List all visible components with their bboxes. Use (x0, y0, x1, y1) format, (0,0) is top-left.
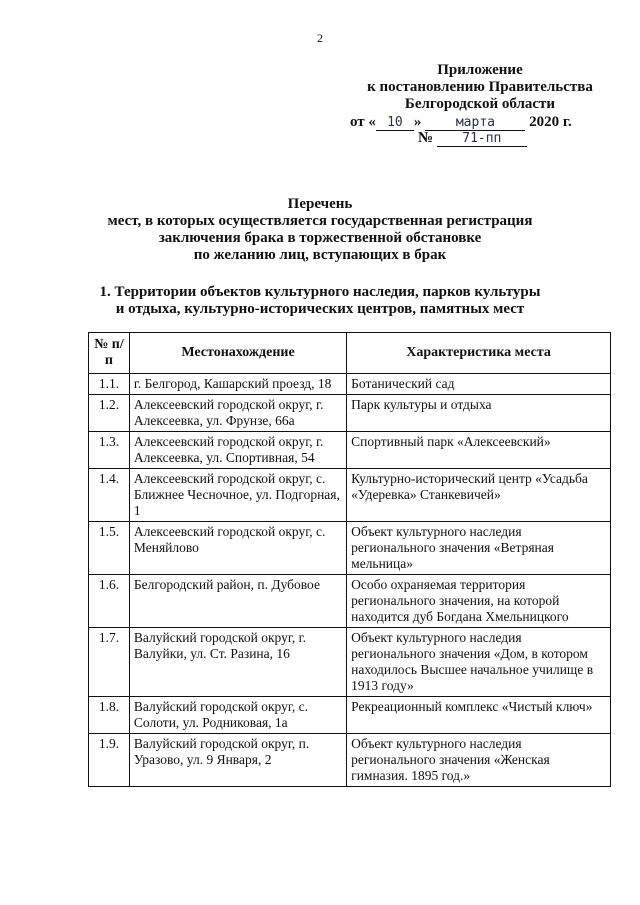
row-location: Алексеевский городской округ, г. Алексеевка, ул. Фрунзе, 66а (129, 395, 346, 432)
appendix-number (418, 130, 527, 147)
appendix-date (350, 114, 572, 131)
document-title (0, 196, 640, 264)
row-description: Ботанический сад (347, 374, 611, 395)
table-header-row (89, 333, 611, 374)
table-row (89, 374, 611, 395)
row-location: Валуйский городской округ, с. Солоти, ул. Родниковая, 1а (129, 697, 346, 734)
row-description: Объект культурного наследия регионального значения «Дом, в котором находилось Высшее начальное училище в 1913 году» (347, 628, 611, 697)
row-description: Культурно-исторический центр «Усадьба «Удеревка» Станкевичей» (347, 469, 611, 522)
row-number: 1.6. (89, 575, 130, 628)
table-row (89, 395, 611, 432)
title-line: Перечень (287, 196, 353, 212)
date-prefix: от « (350, 114, 376, 130)
header-description: Характеристика места (347, 333, 611, 374)
table-row (89, 522, 611, 575)
header-number: № п/п (89, 333, 130, 374)
row-location: Валуйский городской округ, п. Уразово, ул. 9 Января, 2 (129, 734, 346, 787)
row-description: Объект культурного наследия регионального значения «Женская гимназия. 1895 год.» (347, 734, 611, 787)
appendix-line: Приложение (437, 62, 523, 78)
row-number: 1.9. (89, 734, 130, 787)
row-location: Белгородский район, п. Дубовое (129, 575, 346, 628)
table-row (89, 628, 611, 697)
row-location: г. Белгород, Кашарский проезд, 18 (129, 374, 346, 395)
appendix-line: Белгородской области (404, 96, 556, 112)
row-number: 1.4. (89, 469, 130, 522)
row-location: Алексеевский городской округ, г. Алексеевка, ул. Спортивная, 54 (129, 432, 346, 469)
row-number: 1.8. (89, 697, 130, 734)
row-description: Спортивный парк «Алексеевский» (347, 432, 611, 469)
table-row (89, 697, 611, 734)
row-description: Особо охраняемая территория регионального значения, на которой находится дуб Богдана Хмельницкого (347, 575, 611, 628)
title-line: заключения брака в торжественной обстановке (158, 230, 482, 246)
places-table (88, 332, 611, 787)
appendix-line: к постановлению Правительства (367, 79, 593, 95)
header-location: Местонахождение (129, 333, 346, 374)
table-row (89, 469, 611, 522)
title-line: по желанию лиц, вступающих в брак (193, 247, 447, 263)
row-location: Алексеевский городской округ, с. Ближнее Чесночное, ул. Подгорная, 1 (129, 469, 346, 522)
row-description: Рекреационный комплекс «Чистый ключ» (347, 697, 611, 734)
date-mid: » (413, 114, 422, 130)
section-title-line: 1. Территории объектов культурного наследия, парков культуры (99, 284, 541, 300)
row-location: Валуйский городской округ, г. Валуйки, ул. Ст. Разина, 16 (129, 628, 346, 697)
section-title-line: и отдыха, культурно-исторических центров, памятных мест (115, 301, 525, 317)
date-month: марта (425, 115, 525, 131)
row-location: Алексеевский городской округ, с. Меняйлово (129, 522, 346, 575)
row-description: Объект культурного наследия регионального значения «Ветряная мельница» (347, 522, 611, 575)
row-number: 1.3. (89, 432, 130, 469)
table-row (89, 734, 611, 787)
row-description: Парк культуры и отдыха (347, 395, 611, 432)
table-row (89, 432, 611, 469)
row-number: 1.1. (89, 374, 130, 395)
date-year: 2020 г. (529, 114, 572, 130)
page-number: 2 (317, 31, 323, 45)
title-line: мест, в которых осуществляется государственная регистрация (107, 213, 533, 229)
table-row (89, 575, 611, 628)
document-number: 71-пп (437, 131, 527, 147)
section-title (0, 284, 640, 318)
row-number: 1.2. (89, 395, 130, 432)
row-number: 1.5. (89, 522, 130, 575)
number-prefix: № (418, 130, 434, 146)
row-number: 1.7. (89, 628, 130, 697)
date-day: 10 (376, 115, 414, 131)
appendix-header (330, 62, 630, 113)
